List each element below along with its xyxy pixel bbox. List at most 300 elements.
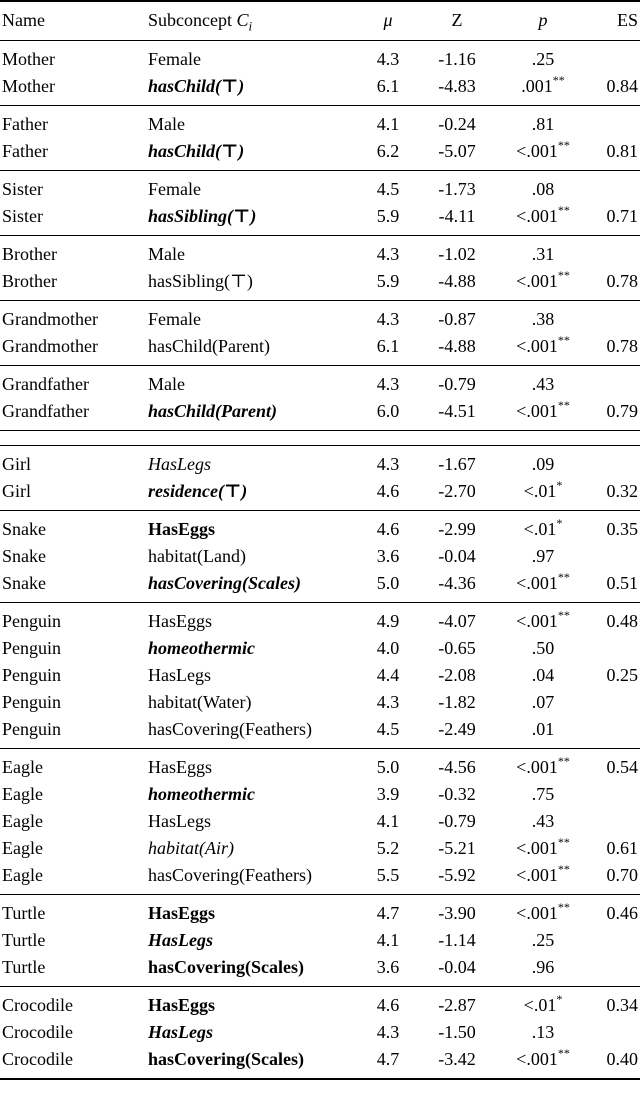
cell-z: -4.11 <box>438 206 476 226</box>
cell-subconcept: Female <box>148 309 201 329</box>
table-row <box>0 662 640 689</box>
cell-z: -0.24 <box>438 114 476 134</box>
cell-es <box>590 716 640 749</box>
significance-marker: ** <box>557 835 570 849</box>
table-group <box>0 236 640 301</box>
header-name: Name <box>2 10 45 30</box>
table-row <box>0 301 640 334</box>
cell-z: -1.82 <box>438 692 476 712</box>
table-group <box>0 366 640 431</box>
cell-z: -5.92 <box>438 865 476 885</box>
p-value: <.001 <box>516 1049 558 1069</box>
cell-name: Eagle <box>2 838 43 858</box>
cell-subconcept: HasLegs <box>148 1022 213 1042</box>
significance-marker: ** <box>557 900 570 914</box>
table-group <box>0 106 640 171</box>
cell-z: -0.79 <box>438 374 476 394</box>
table-row <box>0 689 640 716</box>
cell-subconcept: Male <box>148 244 185 264</box>
table-row <box>0 716 640 749</box>
cell-subconcept: habitat(Air) <box>148 838 234 858</box>
cell-subconcept: HasLegs <box>148 665 211 685</box>
cell-name: Penguin <box>2 638 62 658</box>
table-row <box>0 106 640 139</box>
cell-mu: 4.1 <box>376 811 400 831</box>
significance-marker: * <box>556 478 563 492</box>
cell-z: -0.79 <box>438 811 476 831</box>
cell-mu: 5.2 <box>376 838 400 858</box>
cell-es: 0.54 <box>606 757 638 777</box>
cell-p <box>496 1019 590 1046</box>
cell-subconcept: HasLegs <box>148 811 211 831</box>
cell-p <box>496 1046 590 1079</box>
cell-p <box>496 954 590 987</box>
cell-subconcept: hasChild(⊤) <box>148 76 245 96</box>
cell-subconcept: hasCovering(Scales) <box>148 957 304 977</box>
cell-mu: 4.5 <box>376 179 400 199</box>
p-value: <.001 <box>516 271 558 291</box>
cell-subconcept: homeothermic <box>148 638 255 658</box>
cell-z: -4.83 <box>438 76 476 96</box>
cell-p <box>496 635 590 662</box>
cell-z: -4.51 <box>438 401 476 421</box>
cell-mu: 4.5 <box>376 719 400 739</box>
cell-z: -1.50 <box>438 1022 476 1042</box>
cell-mu: 4.3 <box>376 692 400 712</box>
cell-p <box>496 570 590 603</box>
cell-es: 0.35 <box>606 519 638 539</box>
table-group <box>0 895 640 987</box>
cell-z: -0.87 <box>438 309 476 329</box>
cell-name: Eagle <box>2 865 43 885</box>
cell-p <box>496 716 590 749</box>
table-row <box>0 570 640 603</box>
cell-name: Turtle <box>2 930 46 950</box>
p-value: .09 <box>531 454 555 474</box>
cell-name: Father <box>2 141 48 161</box>
table-row <box>0 236 640 269</box>
table-row <box>0 478 640 511</box>
cell-name: Sister <box>2 179 44 199</box>
table-row <box>0 603 640 636</box>
table-row <box>0 446 640 479</box>
p-value: <.001 <box>516 401 558 421</box>
cell-es: 0.34 <box>606 995 638 1015</box>
cell-p <box>496 781 590 808</box>
cell-p <box>496 478 590 511</box>
significance-marker: ** <box>557 333 570 347</box>
p-value: <.001 <box>516 141 558 161</box>
cell-p <box>496 808 590 835</box>
table-row <box>0 171 640 204</box>
table-row <box>0 138 640 171</box>
cell-es: 0.81 <box>606 141 638 161</box>
table-row <box>0 41 640 74</box>
cell-p <box>496 106 590 139</box>
cell-p <box>496 895 590 928</box>
cell-es <box>590 927 640 954</box>
table-row <box>0 511 640 544</box>
cell-es: 0.84 <box>606 76 638 96</box>
cell-name: Crocodile <box>2 1049 73 1069</box>
cell-z: -4.36 <box>438 573 476 593</box>
cell-name: Penguin <box>2 692 62 712</box>
p-value: .81 <box>531 114 555 134</box>
header-es: ES <box>616 10 638 30</box>
cell-name: Grandfather <box>2 401 89 421</box>
cell-p <box>496 236 590 269</box>
p-value: .75 <box>531 784 555 804</box>
cell-subconcept: hasCovering(Scales) <box>148 1049 304 1069</box>
cell-es: 0.32 <box>606 481 638 501</box>
table-row <box>0 366 640 399</box>
cell-mu: 3.6 <box>376 957 400 977</box>
cell-mu: 4.1 <box>376 930 400 950</box>
cell-subconcept: hasChild(Parent) <box>148 401 278 421</box>
p-value: <.01 <box>523 995 557 1015</box>
p-value: .97 <box>531 546 555 566</box>
cell-z: -4.88 <box>438 271 476 291</box>
cell-mu: 3.6 <box>376 546 400 566</box>
p-value: <.001 <box>516 573 558 593</box>
cell-es: 0.71 <box>606 206 638 226</box>
cell-z: -2.70 <box>438 481 476 501</box>
cell-mu: 4.3 <box>376 374 400 394</box>
cell-z: -4.07 <box>438 611 476 631</box>
cell-es <box>590 171 640 204</box>
cell-z: -1.67 <box>438 454 476 474</box>
table-row <box>0 268 640 301</box>
divider-cell <box>0 431 640 446</box>
cell-mu: 4.3 <box>376 309 400 329</box>
cell-mu: 5.5 <box>376 865 400 885</box>
table-group <box>0 446 640 511</box>
table-row <box>0 781 640 808</box>
significance-marker: ** <box>557 203 570 217</box>
table-row <box>0 398 640 431</box>
cell-es <box>590 689 640 716</box>
cell-z: -3.42 <box>438 1049 476 1069</box>
significance-marker: ** <box>557 1046 570 1060</box>
cell-p <box>496 603 590 636</box>
table-row <box>0 862 640 895</box>
cell-es: 0.79 <box>606 401 638 421</box>
cell-mu: 4.3 <box>376 1022 400 1042</box>
cell-name: Father <box>2 114 48 134</box>
cell-p <box>496 543 590 570</box>
cell-name: Eagle <box>2 811 43 831</box>
cell-name: Snake <box>2 573 46 593</box>
table-row <box>0 1046 640 1079</box>
cell-p <box>496 689 590 716</box>
cell-z: -0.32 <box>438 784 476 804</box>
cell-mu: 6.1 <box>376 336 400 356</box>
significance-marker: ** <box>557 608 570 622</box>
cell-mu: 6.2 <box>376 141 400 161</box>
cell-p <box>496 446 590 479</box>
cell-es <box>590 301 640 334</box>
p-value: <.001 <box>516 903 558 923</box>
cell-name: Mother <box>2 49 55 69</box>
p-value: .25 <box>531 49 555 69</box>
cell-z: -2.99 <box>438 519 476 539</box>
cell-subconcept: hasSibling(⊤) <box>148 271 253 291</box>
table-row <box>0 835 640 862</box>
p-value: .04 <box>531 665 555 685</box>
cell-es: 0.25 <box>606 665 638 685</box>
cell-name: Girl <box>2 454 31 474</box>
cell-subconcept: HasEggs <box>148 757 212 777</box>
header-row <box>0 1 640 41</box>
cell-subconcept: hasCovering(Feathers) <box>148 719 312 739</box>
cell-p <box>496 511 590 544</box>
cell-mu: 5.9 <box>376 206 400 226</box>
table-group <box>0 301 640 366</box>
significance-marker: ** <box>557 862 570 876</box>
cell-z: -4.88 <box>438 336 476 356</box>
significance-marker: ** <box>552 73 565 87</box>
p-value: <.001 <box>516 336 558 356</box>
cell-z: -2.49 <box>438 719 476 739</box>
cell-p <box>496 366 590 399</box>
cell-subconcept: Male <box>148 114 185 134</box>
cell-es <box>590 366 640 399</box>
cell-es <box>590 446 640 479</box>
table-row <box>0 808 640 835</box>
table-row <box>0 1019 640 1046</box>
table-row <box>0 635 640 662</box>
p-value: <.001 <box>516 206 558 226</box>
cell-mu: 6.1 <box>376 76 400 96</box>
cell-mu: 4.3 <box>376 454 400 474</box>
cell-es: 0.70 <box>606 865 638 885</box>
cell-es: 0.61 <box>606 838 638 858</box>
cell-es <box>590 954 640 987</box>
table-group <box>0 41 640 106</box>
p-value: .96 <box>531 957 555 977</box>
cell-p <box>496 927 590 954</box>
cell-p <box>496 171 590 204</box>
divider-row <box>0 431 640 446</box>
cell-subconcept: hasCovering(Scales) <box>148 573 301 593</box>
p-value: .13 <box>531 1022 555 1042</box>
cell-z: -5.07 <box>438 141 476 161</box>
cell-p <box>496 41 590 74</box>
table-row <box>0 954 640 987</box>
p-value: <.01 <box>523 519 557 539</box>
cell-z: -0.04 <box>438 546 476 566</box>
cell-p <box>496 301 590 334</box>
p-value: .50 <box>531 638 555 658</box>
cell-mu: 4.3 <box>376 49 400 69</box>
p-value: .43 <box>531 374 555 394</box>
table-row <box>0 987 640 1020</box>
header-p: p <box>538 10 548 30</box>
table-group <box>0 987 640 1080</box>
cell-name: Snake <box>2 519 46 539</box>
cell-subconcept: hasSibling(⊤) <box>148 206 257 226</box>
cell-mu: 3.9 <box>376 784 400 804</box>
cell-z: -5.21 <box>438 838 476 858</box>
cell-mu: 4.3 <box>376 244 400 264</box>
cell-p <box>496 73 590 106</box>
cell-mu: 4.4 <box>376 665 400 685</box>
significance-marker: ** <box>557 754 570 768</box>
p-value: .25 <box>531 930 555 950</box>
header-subconcept <box>146 1 358 41</box>
p-value: .38 <box>531 309 555 329</box>
cell-z: -1.14 <box>438 930 476 950</box>
cell-mu: 5.9 <box>376 271 400 291</box>
cell-mu: 4.6 <box>376 481 400 501</box>
cell-subconcept: homeothermic <box>148 784 255 804</box>
p-value: .01 <box>531 719 555 739</box>
cell-es: 0.40 <box>606 1049 638 1069</box>
cell-p <box>496 138 590 171</box>
table-row <box>0 927 640 954</box>
cell-mu: 5.0 <box>376 757 400 777</box>
table-group <box>0 749 640 895</box>
cell-name: Mother <box>2 76 55 96</box>
cell-es <box>590 781 640 808</box>
cell-name: Grandfather <box>2 374 89 394</box>
cell-mu: 4.1 <box>376 114 400 134</box>
cell-es <box>590 808 640 835</box>
cell-z: -1.73 <box>438 179 476 199</box>
section-divider <box>0 431 640 446</box>
header-subconcept-label: Subconcept <box>148 10 232 30</box>
cell-es: 0.46 <box>606 903 638 923</box>
p-value: .43 <box>531 811 555 831</box>
cell-z: -3.90 <box>438 903 476 923</box>
table-header <box>0 1 640 41</box>
cell-name: Grandmother <box>2 309 98 329</box>
cell-subconcept: HasLegs <box>148 454 212 474</box>
p-value: <.01 <box>523 481 557 501</box>
cell-subconcept: hasChild(Parent) <box>148 336 270 356</box>
cell-mu: 4.6 <box>376 519 400 539</box>
cell-name: Snake <box>2 546 46 566</box>
cell-name: Grandmother <box>2 336 98 356</box>
cell-subconcept: Male <box>148 374 185 394</box>
cell-subconcept: Female <box>148 49 201 69</box>
cell-mu: 4.0 <box>376 638 400 658</box>
table-row <box>0 895 640 928</box>
cell-subconcept: HasLegs <box>148 930 213 950</box>
cell-es: 0.78 <box>606 336 638 356</box>
cell-subconcept: HasEggs <box>148 903 216 923</box>
cell-mu: 5.0 <box>376 573 400 593</box>
cell-name: Brother <box>2 271 57 291</box>
significance-marker: * <box>556 992 563 1006</box>
cell-name: Crocodile <box>2 1022 73 1042</box>
cell-name: Penguin <box>2 611 62 631</box>
cell-subconcept: hasCovering(Feathers) <box>148 865 312 885</box>
cell-z: -2.87 <box>438 995 476 1015</box>
cell-p <box>496 203 590 236</box>
cell-name: Penguin <box>2 665 62 685</box>
cell-subconcept: hasChild(⊤) <box>148 141 245 161</box>
cell-subconcept: residence(⊤) <box>148 481 248 501</box>
p-value: <.001 <box>516 865 558 885</box>
cell-subconcept: habitat(Water) <box>148 692 252 712</box>
cell-es: 0.48 <box>606 611 638 631</box>
cell-subconcept: habitat(Land) <box>148 546 246 566</box>
table-group <box>0 603 640 749</box>
significance-marker: ** <box>557 570 570 584</box>
table-row <box>0 333 640 366</box>
header-mu: μ <box>383 10 393 30</box>
cell-name: Eagle <box>2 784 43 804</box>
cell-name: Eagle <box>2 757 43 777</box>
table-group <box>0 171 640 236</box>
cell-p <box>496 333 590 366</box>
cell-es: 0.51 <box>606 573 638 593</box>
table-row <box>0 749 640 782</box>
cell-p <box>496 987 590 1020</box>
cell-es <box>590 41 640 74</box>
cell-es <box>590 635 640 662</box>
p-value: <.001 <box>516 757 558 777</box>
cell-mu: 4.6 <box>376 995 400 1015</box>
p-value: .08 <box>531 179 555 199</box>
table-row <box>0 73 640 106</box>
cell-name: Brother <box>2 244 57 264</box>
cell-es <box>590 236 640 269</box>
cell-p <box>496 662 590 689</box>
p-value: .001 <box>521 76 553 96</box>
cell-es: 0.78 <box>606 271 638 291</box>
cell-subconcept: HasEggs <box>148 519 216 539</box>
header-z: Z <box>451 10 463 30</box>
header-subconcept-symbol: $C_i$ <box>236 10 253 34</box>
significance-marker: ** <box>557 398 570 412</box>
p-value: .31 <box>531 244 555 264</box>
cell-mu: 4.7 <box>376 1049 400 1069</box>
table-row <box>0 543 640 570</box>
cell-es <box>590 106 640 139</box>
cell-es <box>590 543 640 570</box>
cell-subconcept: HasEggs <box>148 611 212 631</box>
cell-mu: 4.9 <box>376 611 400 631</box>
cell-p <box>496 749 590 782</box>
p-value: <.001 <box>516 838 558 858</box>
cell-z: -2.08 <box>438 665 476 685</box>
cell-name: Penguin <box>2 719 62 739</box>
p-value: .07 <box>531 692 555 712</box>
cell-mu: 6.0 <box>376 401 400 421</box>
significance-marker: * <box>556 516 563 530</box>
cell-p <box>496 268 590 301</box>
p-value: <.001 <box>516 611 558 631</box>
cell-name: Girl <box>2 481 31 501</box>
significance-marker: ** <box>557 268 570 282</box>
cell-z: -4.56 <box>438 757 476 777</box>
cell-subconcept: HasEggs <box>148 995 216 1015</box>
cell-mu: 4.7 <box>376 903 400 923</box>
cell-subconcept: Female <box>148 179 201 199</box>
table-group <box>0 511 640 603</box>
cell-p <box>496 862 590 895</box>
cell-z: -0.65 <box>438 638 476 658</box>
significance-marker: ** <box>557 138 570 152</box>
table-row <box>0 203 640 236</box>
cell-name: Turtle <box>2 957 46 977</box>
cell-es <box>590 1019 640 1046</box>
cell-z: -0.04 <box>438 957 476 977</box>
cell-z: -1.02 <box>438 244 476 264</box>
cell-z: -1.16 <box>438 49 476 69</box>
